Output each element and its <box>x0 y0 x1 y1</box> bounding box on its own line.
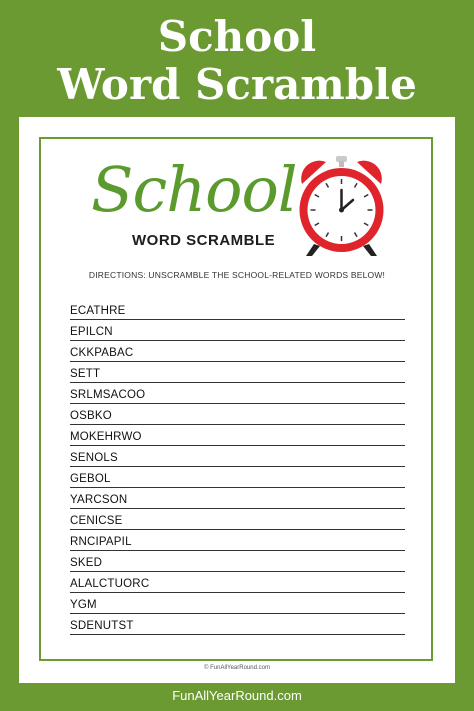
answer-line <box>70 340 405 341</box>
scrambled-word: ECATHRE <box>70 305 126 317</box>
directions-text: DIRECTIONS: UNSCRAMBLE THE SCHOOL-RELATED WORDS BELOW! <box>88 270 386 280</box>
answer-line <box>70 403 405 404</box>
answer-line <box>70 592 405 593</box>
scrambled-word: YGM <box>70 599 97 611</box>
answer-line <box>70 571 405 572</box>
word-row <box>70 472 405 493</box>
alarm-clock-icon <box>294 154 389 258</box>
scrambled-word: GEBOL <box>70 473 111 485</box>
answer-line <box>70 466 405 467</box>
scrambled-word: MOKEHRWO <box>70 431 142 443</box>
answer-line <box>70 613 405 614</box>
word-row <box>70 430 405 451</box>
answer-line <box>70 382 405 383</box>
worksheet <box>19 117 455 683</box>
word-row <box>70 577 405 598</box>
scrambled-word: SDENUTST <box>70 620 134 632</box>
answer-line <box>70 550 405 551</box>
worksheet-subtitle: WORD SCRAMBLE <box>132 232 276 249</box>
scrambled-word: OSBKO <box>70 410 112 422</box>
answer-line <box>70 361 405 362</box>
scrambled-word: SRLMSACOO <box>70 389 146 401</box>
answer-line <box>70 487 405 488</box>
word-row <box>70 619 405 640</box>
word-row <box>70 598 405 619</box>
word-row <box>70 367 405 388</box>
answer-line <box>70 445 405 446</box>
scrambled-word: ALALCTUORC <box>70 578 150 590</box>
answer-line <box>70 529 405 530</box>
word-row <box>70 493 405 514</box>
word-row <box>70 535 405 556</box>
scrambled-word: EPILCN <box>70 326 113 338</box>
scrambled-word: YARCSON <box>70 494 128 506</box>
copyright-text: © FunAllYearRound.com <box>204 665 270 671</box>
word-row <box>70 451 405 472</box>
banner-title-line1: School <box>157 12 317 61</box>
word-row <box>70 325 405 346</box>
word-row <box>70 346 405 367</box>
answer-line <box>70 634 405 635</box>
word-row <box>70 409 405 430</box>
word-row <box>70 304 405 325</box>
scrambled-word: CKKPABAC <box>70 347 134 359</box>
worksheet-script-title: School <box>91 153 297 226</box>
scrambled-word: SETT <box>70 368 101 380</box>
answer-line <box>70 508 405 509</box>
answer-line <box>70 319 405 320</box>
word-row <box>70 388 405 409</box>
word-list <box>70 304 405 640</box>
scrambled-word: SKED <box>70 557 103 569</box>
word-row <box>70 514 405 535</box>
scrambled-word: SENOLS <box>70 452 118 464</box>
scrambled-word: CENICSE <box>70 515 123 527</box>
word-row <box>70 556 405 577</box>
scrambled-word: RNCIPAPIL <box>70 536 132 548</box>
answer-line <box>70 424 405 425</box>
footer-url: FunAllYearRound.com <box>172 688 302 703</box>
banner-title-line2: Word Scramble <box>57 60 417 109</box>
